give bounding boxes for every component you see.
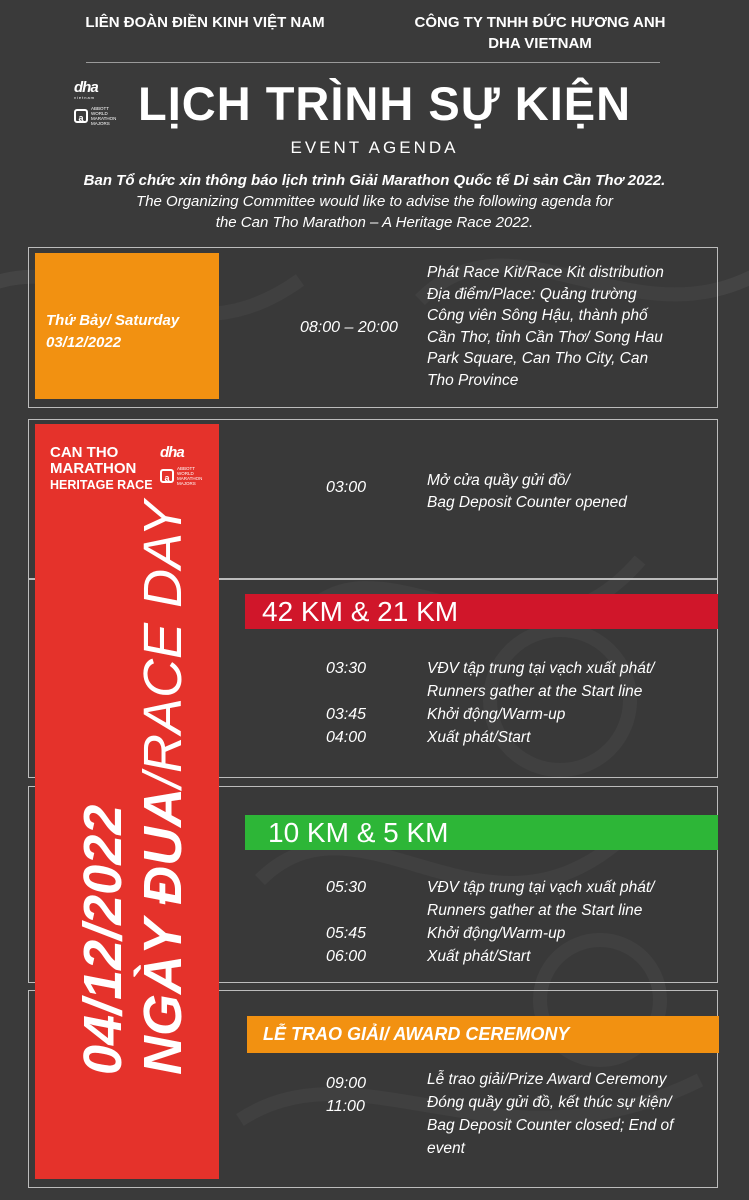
race-day-label-vertical (135, 501, 191, 1075)
abbott-logo (74, 106, 124, 126)
race42-desc: Xuất phát/Start (427, 729, 531, 746)
logo-line3: HERITAGE RACE (50, 478, 153, 492)
saturday-desc-line: Cần Thơ, tỉnh Cần Thơ/ Song Hau (427, 328, 663, 346)
race42-time: 03:30 (326, 660, 367, 677)
bag-time: 03:00 (326, 479, 367, 496)
saturday-day: Thứ Bảy/ Saturday (46, 312, 180, 329)
race10-desc: Runners gather at the Start line (427, 902, 643, 919)
band-10km-label: 10 KM & 5 KM (268, 817, 449, 848)
band-42km-label: 42 KM & 21 KM (262, 596, 459, 627)
bag-desc (427, 470, 627, 513)
race10-desc: Xuất phát/Start (427, 948, 531, 965)
header-logos (74, 80, 124, 126)
race-day-label-rest: /RACE DAY (133, 500, 193, 788)
race10-time: 05:45 (326, 925, 367, 942)
page-subtitle: EVENT AGENDA (290, 138, 459, 157)
race10-desc: VĐV tập trung tại vạch xuất phát/ (427, 879, 655, 896)
race42-desc: Khởi động/Warm-up (427, 706, 566, 723)
race10-descs (427, 876, 654, 968)
award-desc: Bag Deposit Counter closed; End of (427, 1117, 674, 1134)
dha-logo: dha (74, 79, 98, 96)
abbott-icon: a (160, 469, 174, 483)
intro-vi: Ban Tổ chức xin thông báo lịch trình Giải Marathon Quốc tế Di sản Cần Thơ 2022. (83, 172, 666, 189)
saturday-date-value: 03/12/2022 (46, 334, 122, 351)
saturday-desc-line: Địa điểm/Place: Quảng trường (427, 285, 637, 303)
abbott-logo-text: ABBOTT WORLD MARATHON MAJORS (177, 466, 203, 486)
abbott-logo-text: ABBOTT WORLD MARATHON MAJORS (91, 106, 117, 126)
award-desc: Đóng quầy gửi đồ, kết thúc sự kiện/ (427, 1094, 672, 1111)
race-day-label-bold: NGÀY ĐUA (133, 787, 193, 1075)
race10-times (326, 876, 366, 968)
intro-en-1: The Organizing Committee would like to advise the following agenda for (136, 193, 613, 210)
race42-descs (427, 657, 654, 749)
race10-time: 05:30 (326, 879, 367, 896)
race10-time: 06:00 (326, 948, 367, 965)
org-right (395, 12, 685, 54)
race42-times (326, 657, 366, 749)
saturday-desc-line: Công viên Sông Hậu, thành phố (427, 307, 648, 325)
saturday-time: 08:00 – 20:00 (300, 319, 398, 336)
award-time: 09:00 (326, 1075, 367, 1092)
race-day-sponsor-logos (160, 445, 207, 486)
race10-time (326, 899, 366, 922)
saturday-desc-line: Park Square, Can Tho City, Can (427, 350, 649, 368)
award-desc: Lễ trao giải/Prize Award Ceremony (427, 1071, 667, 1088)
award-desc: event (427, 1140, 465, 1157)
abbott-icon: a (74, 109, 88, 123)
award-times (326, 1072, 366, 1118)
logo-line1: CAN THO (50, 444, 119, 461)
logo-line2: MARATHON (50, 460, 137, 477)
band-award-label: LỄ TRAO GIẢI/ AWARD CEREMONY (263, 1024, 570, 1044)
race10-desc: Khởi động/Warm-up (427, 925, 566, 942)
bag-desc-line: Mở cửa quầy gửi đồ/ (427, 472, 570, 489)
abbott-logo (160, 466, 207, 486)
bag-desc-line: Bag Deposit Counter opened (427, 493, 627, 511)
award-descs (427, 1068, 673, 1160)
race42-time (326, 680, 366, 703)
saturday-desc-line: Phát Race Kit/Race Kit distribution (427, 264, 664, 281)
race42-time: 04:00 (326, 729, 367, 746)
org-right-line2: DHA VIETNAM (488, 35, 592, 52)
saturday-desc-line: Tho Province (427, 371, 519, 389)
page-title: LỊCH TRÌNH SỰ KIỆN (138, 77, 632, 130)
race-date-vertical: 04/12/2022 (73, 804, 133, 1075)
header-separator (86, 62, 660, 63)
dha-logo-sub: vietnam (74, 95, 96, 100)
award-time: 11:00 (326, 1098, 365, 1115)
race42-time: 03:45 (326, 706, 367, 723)
dha-logo: dha (160, 444, 184, 461)
race42-desc: VĐV tập trung tại vạch xuất phát/ (427, 660, 655, 677)
org-right-line1: CÔNG TY TNHH ĐỨC HƯƠNG ANH (414, 14, 666, 31)
saturday-desc (427, 262, 664, 392)
race42-desc: Runners gather at the Start line (427, 683, 643, 700)
saturday-date (46, 310, 179, 354)
can-tho-marathon-logo (50, 445, 153, 493)
intro-en-2: the Can Tho Marathon – A Heritage Race 2022. (215, 214, 534, 231)
org-left: LIÊN ĐOÀN ĐIỀN KINH VIỆT NAM (85, 14, 325, 31)
